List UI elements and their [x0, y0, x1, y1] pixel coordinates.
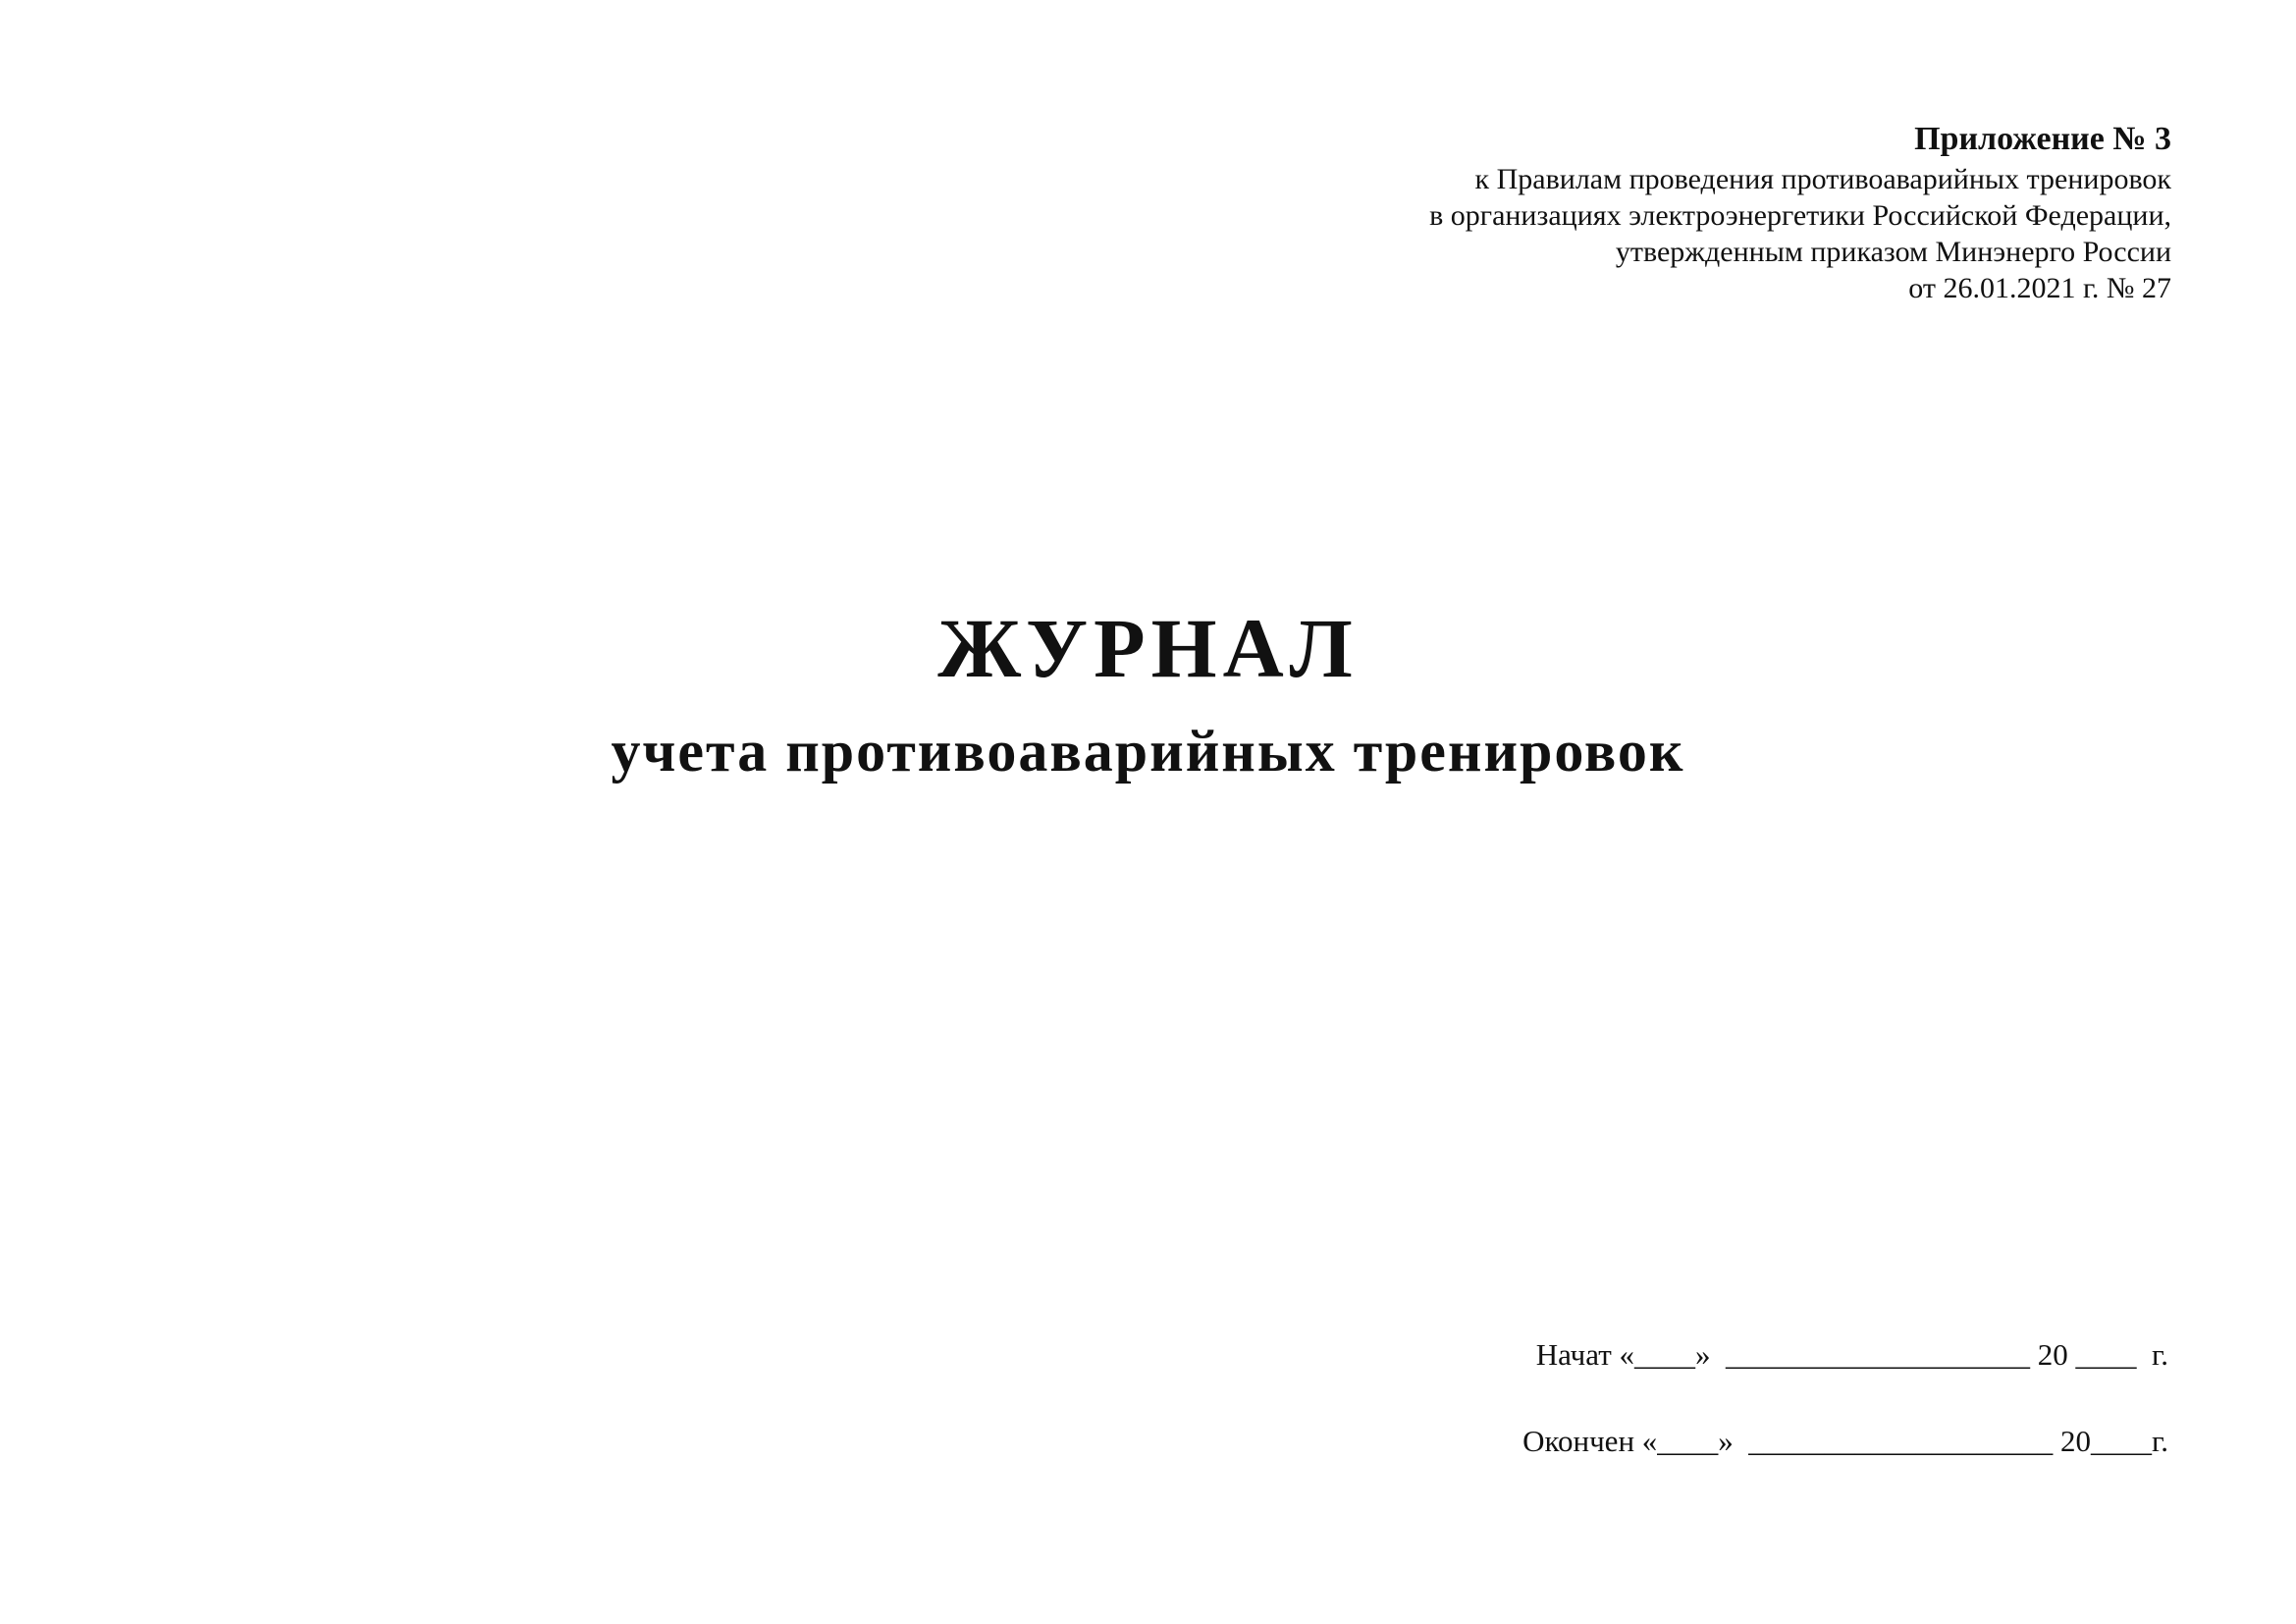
appendix-line-2: в организациях электроэнергетики Российской Федерации, — [1429, 199, 2171, 232]
started-date-line: Начат «____» ____________________ 20 ____ г. — [1535, 1337, 2168, 1372]
ended-date-line: Окончен «____» ____________________ 20____г. — [1522, 1424, 2168, 1458]
appendix-line-4: от 26.01.2021 г. № 27 — [1908, 272, 2171, 304]
appendix-line-1: к Правилам проведения противоаварийных тренировок — [1474, 163, 2171, 195]
journal-subtitle: учета противоаварийных тренировок — [611, 719, 1685, 784]
appendix-title: Приложение № 3 — [1914, 121, 2171, 157]
appendix-block — [1429, 118, 2171, 306]
journal-title: ЖУРНАЛ — [937, 601, 1359, 695]
appendix-line-3: утвержденным приказом Минэнерго России — [1615, 236, 2171, 268]
